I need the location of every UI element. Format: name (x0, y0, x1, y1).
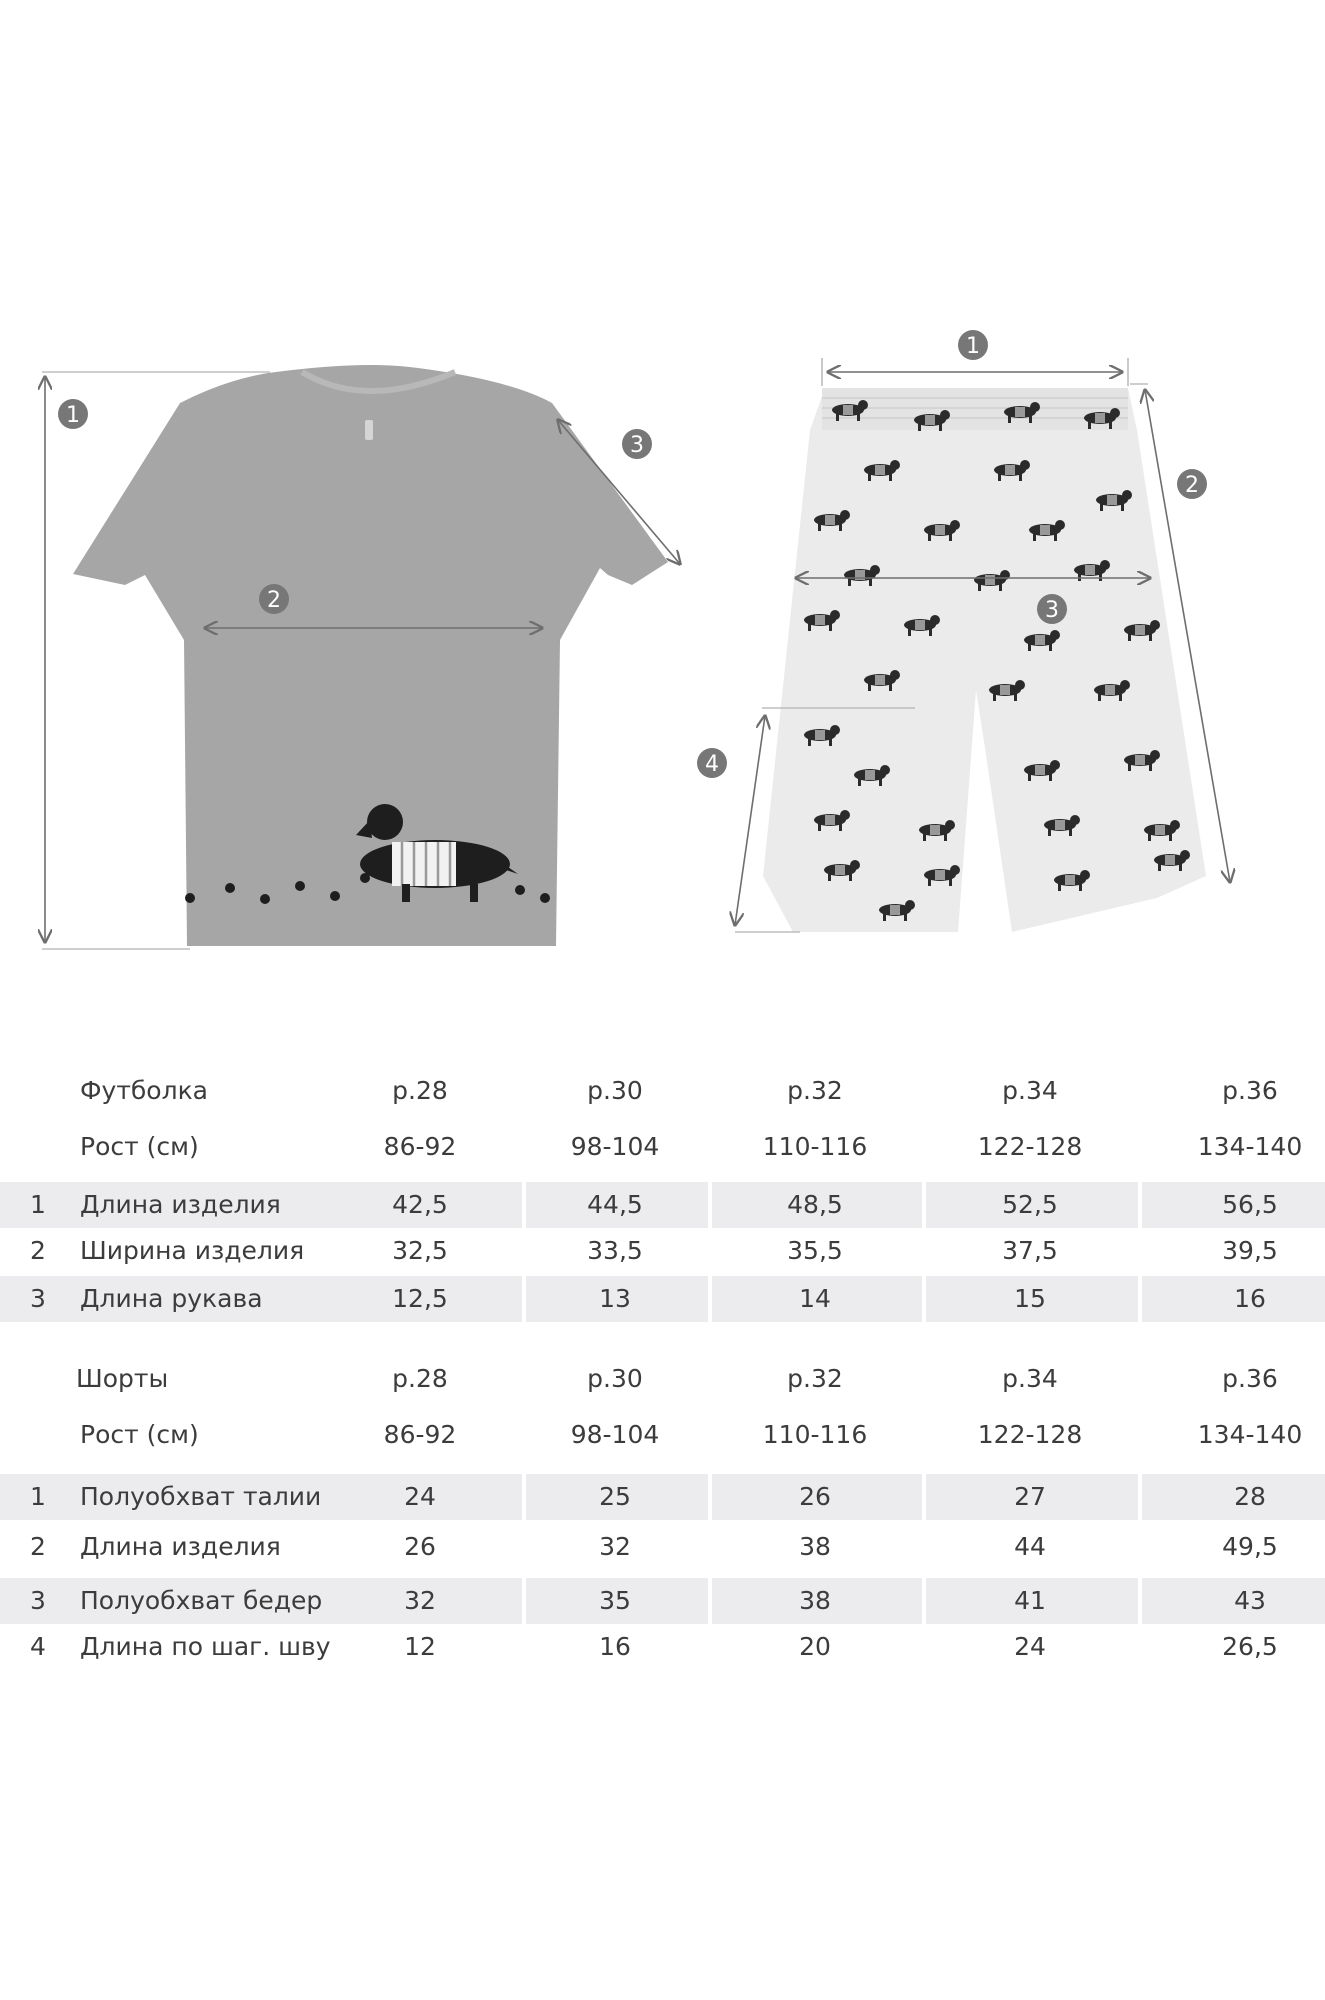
row-value: 44,5 (587, 1190, 643, 1219)
row-number: 2 (30, 1532, 46, 1561)
height-value: 134-140 (1197, 1420, 1303, 1449)
row-label: Ширина изделия (80, 1236, 305, 1265)
row-label: Длина изделия (80, 1190, 281, 1219)
height-value: 86-92 (383, 1132, 457, 1161)
row-value: 35,5 (787, 1236, 843, 1265)
row-value: 16 (1234, 1284, 1266, 1313)
row-value: 32 (404, 1586, 436, 1615)
row-value: 12 (404, 1632, 436, 1661)
row-value: 33,5 (587, 1236, 643, 1265)
row-value: 26,5 (1222, 1632, 1278, 1661)
table-row (0, 1276, 1325, 1322)
tshirt-height-row (0, 1124, 1325, 1170)
row-number: 3 (30, 1586, 46, 1615)
garment-diagram (0, 0, 1325, 980)
row-value: 43 (1234, 1586, 1266, 1615)
table-row (0, 1624, 1325, 1670)
row-value: 35 (599, 1586, 631, 1615)
size-label: р.32 (787, 1364, 843, 1393)
shorts-illustration (763, 388, 1206, 932)
row-label: Длина изделия (80, 1532, 281, 1561)
row-value: 39,5 (1222, 1236, 1278, 1265)
tshirt-illustration (73, 365, 668, 946)
row-value: 26 (404, 1532, 436, 1561)
size-label: р.34 (1002, 1076, 1058, 1105)
row-value: 49,5 (1222, 1532, 1278, 1561)
shorts-marker-1 (958, 330, 988, 360)
height-value: 122-128 (977, 1132, 1083, 1161)
table-row (0, 1524, 1325, 1570)
height-value: 98-104 (570, 1420, 660, 1449)
row-value: 32,5 (392, 1236, 448, 1265)
size-label: р.28 (392, 1076, 448, 1105)
row-value: 42,5 (392, 1190, 448, 1219)
svg-text:4: 4 (705, 752, 719, 777)
row-value: 15 (1014, 1284, 1046, 1313)
row-value: 24 (1014, 1632, 1046, 1661)
table-row (0, 1182, 1325, 1228)
row-value: 16 (599, 1632, 631, 1661)
row-value: 44 (1014, 1532, 1046, 1561)
row-value: 13 (599, 1284, 631, 1313)
height-value: 98-104 (570, 1132, 660, 1161)
shorts-marker-2 (1177, 469, 1207, 499)
table-row (0, 1578, 1325, 1624)
row-value: 14 (799, 1284, 831, 1313)
shorts-size-header-row (0, 1356, 1325, 1402)
table-title: Шорты (76, 1364, 169, 1393)
tshirt-marker-1 (58, 399, 88, 429)
table-row (0, 1474, 1325, 1520)
row-value: 32 (599, 1532, 631, 1561)
height-value: 134-140 (1197, 1132, 1303, 1161)
row-value: 25 (599, 1482, 631, 1511)
row-value: 27 (1014, 1482, 1046, 1511)
tshirt-marker-3 (622, 429, 652, 459)
row-value: 48,5 (787, 1190, 843, 1219)
row-number: 4 (30, 1632, 46, 1661)
row-value: 24 (404, 1482, 436, 1511)
size-label: р.34 (1002, 1364, 1058, 1393)
size-label: р.36 (1222, 1076, 1278, 1105)
row-label: Полуобхват бедер (80, 1586, 323, 1615)
shorts-marker-4 (697, 748, 727, 778)
size-label: р.32 (787, 1076, 843, 1105)
height-value: 122-128 (977, 1420, 1083, 1449)
row-value: 28 (1234, 1482, 1266, 1511)
shorts-marker-3 (1037, 594, 1067, 624)
row-number: 2 (30, 1236, 46, 1265)
size-label: р.30 (587, 1364, 643, 1393)
svg-text:3: 3 (1045, 598, 1059, 623)
row-label: Полуобхват талии (80, 1482, 322, 1511)
row-value: 41 (1014, 1586, 1046, 1615)
row-value: 12,5 (392, 1284, 448, 1313)
row-label: Длина по шаг. шву (80, 1632, 331, 1661)
row-value: 52,5 (1002, 1190, 1058, 1219)
row-number: 1 (30, 1482, 46, 1511)
shorts-height-row (0, 1412, 1325, 1458)
height-label: Рост (см) (80, 1132, 199, 1161)
size-label: р.30 (587, 1076, 643, 1105)
svg-text:3: 3 (630, 433, 644, 458)
row-number: 1 (30, 1190, 46, 1219)
height-value: 110-116 (762, 1132, 868, 1161)
row-value: 20 (799, 1632, 831, 1661)
size-label: р.36 (1222, 1364, 1278, 1393)
table-row (0, 1228, 1325, 1274)
svg-text:2: 2 (1185, 473, 1199, 498)
tshirt-marker-2 (259, 584, 289, 614)
svg-text:1: 1 (66, 403, 80, 428)
row-value: 38 (799, 1586, 831, 1615)
svg-text:1: 1 (966, 334, 980, 359)
row-value: 26 (799, 1482, 831, 1511)
svg-text:2: 2 (267, 588, 281, 613)
row-value: 56,5 (1222, 1190, 1278, 1219)
row-value: 37,5 (1002, 1236, 1058, 1265)
row-label: Длина рукава (80, 1284, 263, 1313)
tshirt-size-header-row (0, 1068, 1325, 1114)
size-label: р.28 (392, 1364, 448, 1393)
height-value: 110-116 (762, 1420, 868, 1449)
height-label: Рост (см) (80, 1420, 199, 1449)
height-value: 86-92 (383, 1420, 457, 1449)
row-number: 3 (30, 1284, 46, 1313)
row-value: 38 (799, 1532, 831, 1561)
table-title: Футболка (80, 1076, 208, 1105)
